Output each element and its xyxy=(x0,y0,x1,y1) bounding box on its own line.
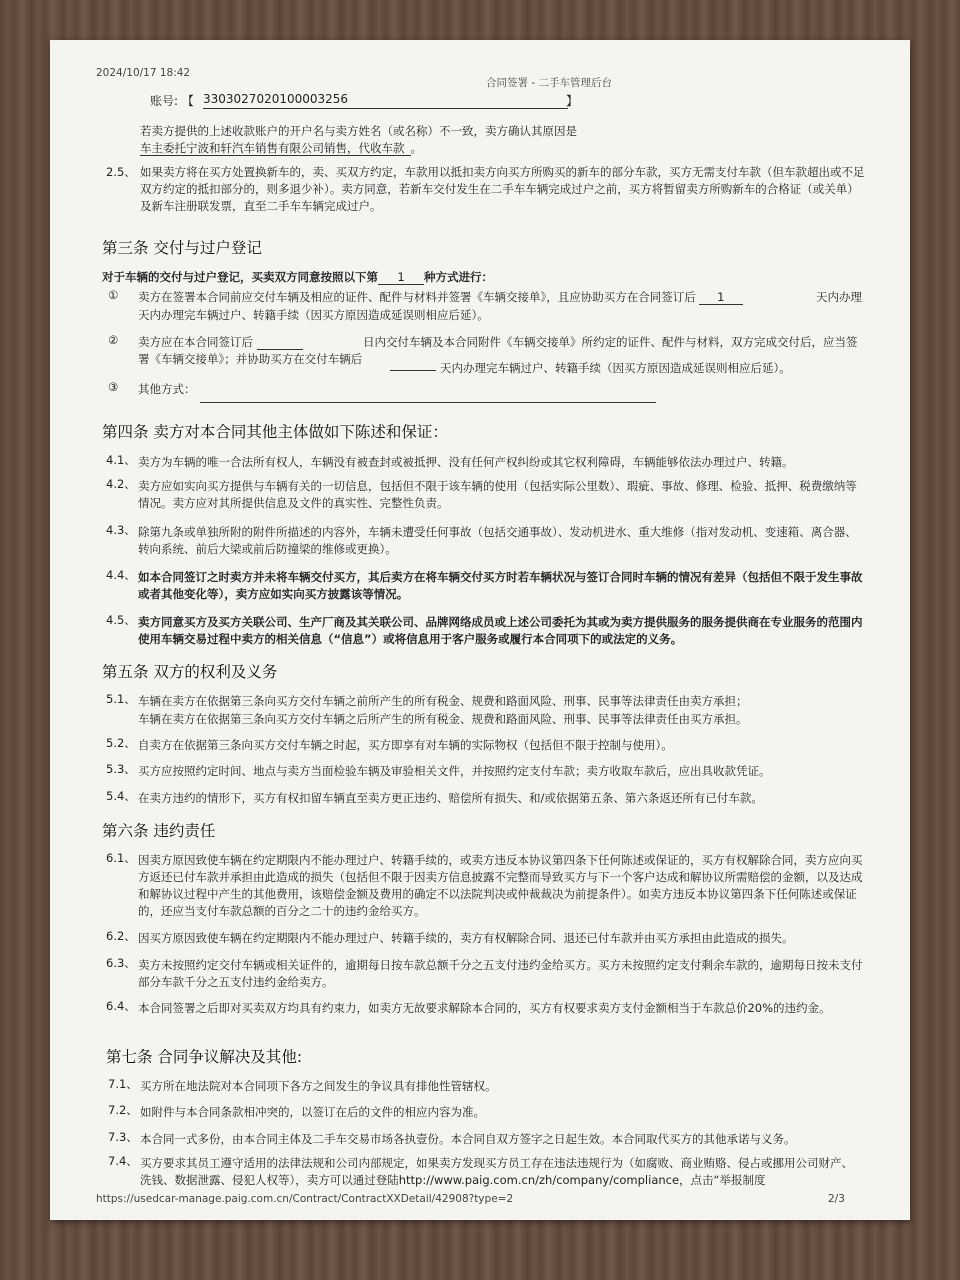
clause-5-1-seller: 车辆在卖方在依据第三条向买方交付车辆之前所产生的所有税金、规费和路面风险、刑事、民事等法律责任由卖方承担； xyxy=(138,694,748,708)
delivery-method-number: 1 xyxy=(378,270,424,285)
clause-number: 5.2、 xyxy=(106,736,136,750)
account-number: 3303027020100003256 xyxy=(203,92,568,109)
option-1-line: 卖方在签署本合同前应交付车辆及相应的证件、配件与材料并签署《车辆交接单》，且应协助买方在合同签订后 1 xyxy=(138,289,746,305)
section-3-title: 第三条 交付与过户登记 xyxy=(102,239,262,257)
option-1-mark: ① xyxy=(108,288,119,302)
clause-number: 5.1、 xyxy=(106,692,136,706)
clause-7-2: 如附件与本合同条款相冲突的，以签订在后的文件的相应内容为准。 xyxy=(140,1105,485,1119)
clause-2-5: 如果卖方将在买方处置换新车的，卖、买双方约定，车款用以抵扣卖方向买方所购买的新车的部分车款，买方无需支付车款（但车款超出或不足双方约定的抵扣部分的，则多退少补）。卖方同意，若新车交付发生在二手车车辆完成过户之前，买方将暂留卖方所购新车的合格证（或关单）及新车注册联发票，直至二手车车辆完成过户。 xyxy=(140,165,865,213)
payee-mismatch-text: 若卖方提供的上述收款账户的开户名与卖方姓名（或名称）不一致，卖方确认其原因是 xyxy=(140,124,577,138)
clause-number: 2.5、 xyxy=(106,165,136,179)
clause-number: 7.1、 xyxy=(108,1077,138,1091)
account-row xyxy=(150,92,194,109)
clause-4-4: 如本合同签订之时卖方并未将车辆交付买方，其后卖方在将车辆交付买方时若车辆状况与签订合同时车辆的情况有差异（包括但不限于发生事故或者其他变化等），卖方应如实向买方披露该等情况。 xyxy=(138,570,863,601)
option-1-days: 1 xyxy=(699,290,743,305)
account-close-bracket: 】 xyxy=(566,94,579,108)
clause-number: 4.5、 xyxy=(106,613,136,627)
clause-7-3: 本合同一式多份，由本合同主体及二手车交易市场各执壹份。本合同自双方签字之日起生效。本合同取代买方的其他承诺与义务。 xyxy=(140,1132,796,1146)
account-open-bracket: 【 xyxy=(181,94,194,108)
clause-number: 6.1、 xyxy=(106,851,136,865)
clause-number: 6.4、 xyxy=(106,999,136,1013)
clause-number: 5.3、 xyxy=(106,762,136,776)
page-number: 2/3 xyxy=(828,1193,845,1205)
clause-6-3: 卖方未按照约定交付车辆或相关证件的，逾期每日按车款总额千分之五支付违约金给买方。买方未按照约定支付剩余车款的，逾期每日按未支付部分车款千分之五支付违约金给卖方。 xyxy=(138,958,863,989)
clause-number: 4.2、 xyxy=(106,477,136,491)
section-4-title: 第四条 卖方对本合同其他主体做如下陈述和保证： xyxy=(102,423,448,441)
clause-4-2: 卖方应如实向买方提供与车辆有关的一切信息，包括但不限于该车辆的使用（包括实际公里数）、瑕疵、事故、修理、检验、抵押、税费缴纳等情况。卖方应对其所提供信息及文件的真实性、完整性负责。 xyxy=(138,479,857,510)
option-1-days-unit: 天内办理 xyxy=(816,290,862,304)
clause-number: 4.1、 xyxy=(106,453,136,467)
option-2-text: 日内交付车辆及本合同附件《车辆交接单》所约定的证件、配件与材料，双方完成交付后，应当签署《车辆交接单》；并协助买方在交付车辆后 xyxy=(138,335,858,366)
footer-url: https://usedcar-manage.paig.com.cn/Contract/ContractXXDetail/42908?type=2 xyxy=(96,1193,514,1205)
clause-number: 6.2、 xyxy=(106,929,136,943)
option-2-transfer-blank xyxy=(390,370,436,371)
section-3-intro: 对于车辆的交付与过户登记，买卖双方同意按照以下第 1 种方式进行： xyxy=(102,270,493,284)
clause-5-1-buyer: 车辆在卖方在依据第三条向买方交付车辆之后所产生的所有税金、规费和路面风险、刑事、民事等法律责任由买方承担。 xyxy=(138,712,748,726)
clause-6-2: 因买方原因致使车辆在约定期限内不能办理过户、转籍手续的，卖方有权解除合同、退还已付车款并由买方承担由此造成的损失。 xyxy=(138,931,794,945)
section-5-title: 第五条 双方的权利及义务 xyxy=(102,663,278,681)
clause-number: 7.3、 xyxy=(108,1130,138,1144)
option-2-line: 卖方应在本合同签订后 xyxy=(138,334,307,350)
clause-number: 7.2、 xyxy=(108,1103,138,1117)
clause-6-4: 本合同签署之后即对买卖双方均具有约束力，如卖方无故要求解除本合同的，买方有权要求卖方支付金额相当于车款总价20%的违约金。 xyxy=(138,1001,831,1015)
option-3-blank xyxy=(200,402,656,403)
clause-number: 6.3、 xyxy=(106,956,136,970)
contract-page xyxy=(50,40,910,1220)
clause-5-4: 在卖方违约的情形下，买方有权扣留车辆直至卖方更正违约、赔偿所有损失、和/或依据第五条、第六条返还所有已付车款。 xyxy=(138,791,763,805)
section-6-title: 第六条 违约责任 xyxy=(102,822,216,840)
clause-7-1: 买方所在地法院对本合同项下各方之间发生的争议具有排他性管辖权。 xyxy=(140,1079,497,1093)
option-3-mark: ③ xyxy=(108,380,119,394)
clause-4-5: 卖方同意买方及买方关联公司、生产厂商及其关联公司、品牌网络成员或上述公司委托为其或为卖方提供服务的服务提供商在专业服务的范围内使用车辆交易过程中卖方的相关信息（“信息”）或将信息用于客户服务或履行本合同项下的或法定的义务。 xyxy=(138,615,863,646)
clause-7-4: 买方要求其员工遵守适用的法律法规和公司内部规定，如果卖方发现买方员工存在违法违规行为（如腐败、商业贿赂、侵占或挪用公司财产、洗钱、数据泄露、侵犯人权等），卖方可以通过登陆http://www.paig.com.cn/zh/company/compliance，点击“举报制度 xyxy=(140,1156,853,1187)
clause-number: 7.4、 xyxy=(108,1154,138,1168)
print-timestamp: 2024/10/17 18:42 xyxy=(96,67,191,79)
clause-4-1: 卖方为车辆的唯一合法所有权人，车辆没有被查封或被抵押、没有任何产权纠纷或其它权利障碍，车辆能够依法办理过户、转籍。 xyxy=(138,455,794,469)
option-2-text-end: 天内办理完车辆过户、转籍手续（因买方原因造成延误则相应后延）。 xyxy=(440,361,791,375)
account-label: 账号: xyxy=(150,94,179,108)
clause-4-3: 除第九条或单独所附的附件所描述的内容外，车辆未遭受任何事故（包括交通事故）、发动机进水、重大维修（指对发动机、变速箱、离合器、转向系统、前后大梁或前后防撞梁的维修或更换）。 xyxy=(138,525,857,556)
clause-5-2: 自卖方在依据第三条向买方交付车辆之时起，买方即享有对车辆的实际物权（包括但不限于控制与使用）。 xyxy=(138,738,673,752)
page-header-title: 合同签署 - 二手车管理后台 xyxy=(486,77,612,89)
payee-reason: 车主委托宁波和轩汽车销售有限公司销售，代收车款 xyxy=(140,141,411,156)
clause-number: 4.4、 xyxy=(106,568,136,582)
clause-number: 4.3、 xyxy=(106,523,136,537)
option-1-text: 天内办理完车辆过户、转籍手续（因买方原因造成延误则相应后延）。 xyxy=(138,308,489,322)
section-7-title: 第七条 合同争议解决及其他: xyxy=(106,1048,303,1066)
option-3-text: 其他方式： xyxy=(138,382,196,396)
clause-number: 5.4、 xyxy=(106,789,136,803)
clause-6-1: 因卖方原因致使车辆在约定期限内不能办理过户、转籍手续的，或卖方违反本协议第四条下任何陈述或保证的，买方有权解除合同，卖方应向买方返还已付车款并承担由此造成的损失（包括但不限于因卖方信息披露不完整而导致买方与下一个客户达成和解协议所需赔偿的金额，以及达成和解协议过程中产生的其他费用，该赔偿金额及费用的确定不以法院判决或仲裁裁决为前提条件）。如卖方违反本协议第四条下任何陈述或保证的，还应当支付车款总额的百分之二十的违约金给买方。 xyxy=(138,853,863,918)
option-2-mark: ② xyxy=(108,333,119,347)
payee-reason-row: 车主委托宁波和轩汽车销售有限公司销售，代收车款 。 xyxy=(140,141,422,155)
clause-5-3: 买方应按照约定时间、地点与卖方当面检验车辆及审验相关文件，并按照约定支付车款；卖方收取车款后，应出具收款凭证。 xyxy=(138,764,771,778)
